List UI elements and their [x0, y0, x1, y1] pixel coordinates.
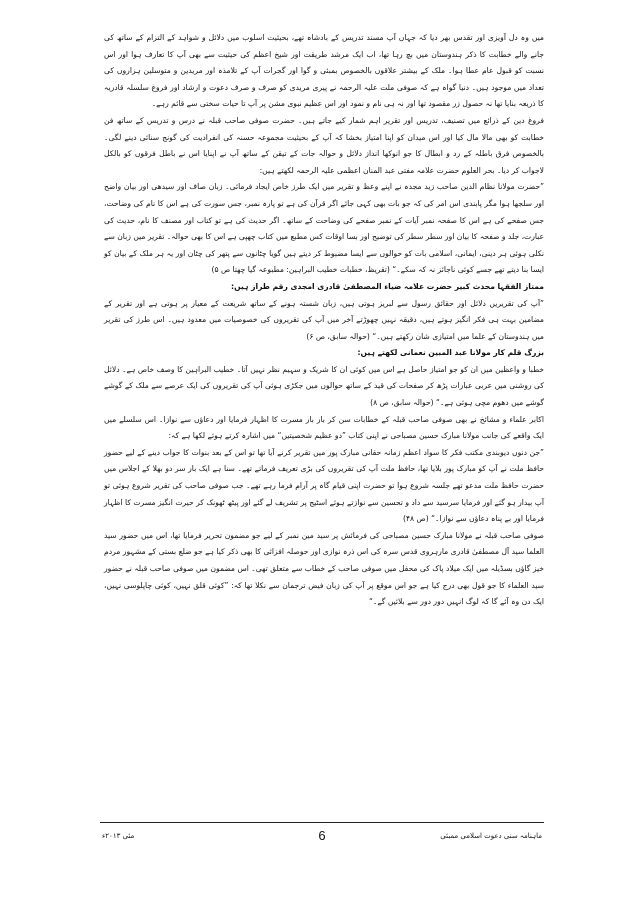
block-quote: ”جن دنوں دیوبندی مکتب فکر کا سواد اعظم زمانہ حقانی مبارک پور میں تقریر کرنے آیا تھا تو اس کے بعد بنوات کا جواب دینے کے لیے حضور حافظ ملت نے آپ کو مبارک پور بلایا تھا، حافظ ملت آپ کی تقریروں کی بڑی تعریف فرماتے تھے۔ سنا ہے ایک بار سر دو بھلا کے اجلاس میں حضرت حافظ ملت مدعو تھے جلسہ شروع ہوا تو حضرت اپنی قیام گاہ پر آرام فرما رہے تھے۔ جب صوفی صاحب کی تقریر شروع ہوئی تو آپ بیدار ہو گئے اور فرمایا سرسید سے داد و تحسین سے نوازتے ہوئے اسٹیج پر تشریف لے گئے اور پیٹھ ٹھونک کر حیرت انگیز مسرت کا اظہار فرمایا اور بے پناہ دعاؤں سے نوازا۔“ (ص ۴۸): [104, 447, 544, 524]
issue-date: مئی ۲۰۱۳ء: [102, 832, 135, 840]
paragraph: میں وہ دل آویزی اور تقدس بھر دیا کہ جہاں آپ مسند تدریس کے بادشاہ تھے، بحیثیت اسلوب میں دلائل و شواہد کے التزام کے ساتھ کی جانے والے خطابت کا ذکر ہندوستان میں بچ رہا تھا، اب ایک مرشد طریقت اور شیخ اعظم کی حیثیت سے بھی آپ کا تعارف ہوا اور اس نسبت کو قبول عام عطا ہوا۔ ملک کے بیشتر علاقوں بالخصوص بمبئی و گوا اور گجرات آپ کے تلامذہ اور مریدین و متوسلین ہزاروں کی تعداد میں موجود ہیں۔ دنیا گواہ ہے کہ صوفی ملت علیہ الرحمہ نے پیری مریدی کو صرف و صرف دعوت و ارشاد اور فروغ سلسلہ قادریہ کا ذریعہ بنایا تھا نہ حصول زر مقصود تھا اور نہ ہی نام و نمود اور اس عظیم نبوی مشن پر آپ تا حیات سختی سے قائم رہے۔: [104, 33, 544, 109]
quote-attribution: بزرگ قلم کار مولانا عبد المبین نعمانی لکھتے ہیں:: [357, 348, 544, 358]
page-footer: [100, 822, 544, 852]
page-number: 6: [318, 828, 326, 843]
article-body: [104, 30, 544, 611]
block-quote: ”حضرت مولانا نظام الدین صاحب زید مجدہ نے اپنے وعظ و تقریر میں ایک طرز خاص ایجاد فرمائی۔ زبان صاف اور سیدھی اور بیان واضح اور سلجھا ہوا مگر پابندی اس امر کی کہ جو بات بھی کہی جائے اگر قرآن کی ہے تو پارہ نمبر، جس سورت کی ہے اس کا نام کی وضاحت، جس صفحے کی ہے اس کا صفحہ نمبر آیات کے نمبر صفحے کی وضاحت کے ساتھ۔ اگر حدیث کی ہے تو کتاب اور مصنف کا نام، حدیث کی عبارت، جلد و صفحہ کا بیان اور سطر سطر کی توضیح اور بسا اوقات کس مطبع میں کتاب چھپی ہے اس کا بھی حوالہ۔ تقریر میں زبان سے نکلی ہوئی ہر دینی، ایمانی، اسلامی بات کو حوالوں سے ایسا مضبوط کر دیتے ہیں گویا چٹانوں سے پتھر کی چٹان اور یہ ہر ملک کے بیان کو ایسا بنا دیتے تھے جسے کوئی ناجائز نہ کہ سکے۔“ (تقریظ، خطبات خطیب البراہین: مطبوعہ گیا چھتا ص ۵): [104, 182, 544, 275]
block-quote: ”آپ کی تقریریں دلائل اور حقائق رسول سے لبریز ہوتی ہیں، زبان شستہ ہونے کے ساتھ شریعت کے معیار پر ہوتی ہے اور تقریر کے مضامین بہت ہی فکر انگیز ہوتے ہیں، دقیقہ نہیں چھوڑتے آخر میں آپ کی تقریروں کی خصوصیات میں معدود ہیں۔ اس طرز کی تقریر میں ہندوستان کے علما میں امتیازی شان رکھتے ہیں۔“ (حوالہ سابق، ص ۶): [104, 298, 544, 341]
paragraph: اکابر علماء و مشائخ نے بھی صوفی صاحب قبلہ کے خطابات سن کر بار بار مسرت کا اظہار فرمایا اور دعاؤں سے نوازا۔ اس سلسلے میں ایک واقعے کی جانب مولانا مبارک حسین مصباحی نے اپنی کتاب ”دو عظیم شخصیتیں“ میں اشارہ کرتے ہوئے لکھا ہے کہ:: [104, 414, 544, 441]
footer-rule: [100, 822, 544, 823]
block-quote: خطبا و واعظین میں ان کو جو امتیاز حاصل ہے اس میں کوئی ان کا شریک و سہیم نظر نہیں آتا۔ خطیب البراہین کا وصف خاص ہے۔ دلائل کی روشنی میں عربی عبارات پڑھ کر صفحات کی قید کے ساتھ حوالوں میں جکڑی ہوئی آپ کی تقریروں کی ایک عرصے سے ملک کے گوشے گوشے میں دھوم مچی ہوئی ہے۔“ (حوالہ سابق، ص ۸): [104, 364, 544, 408]
paragraph: صوفی صاحب قبلہ نے مولانا مبارک حسین مصباحی کی فرمائش پر سید مین نمبر کے لیے جو مضمون تحریر فرمایا تھا، اس میں حضور سید العلما سید آل مصطفیٰ قادری مارہروی قدس سرہ کی اس ذرہ نوازی اور حوصلہ افزائی کا بھی ذکر کیا ہے جو ضلع بستی کے مشہور مردم خیز گاؤں بسڈیلہ میں ایک میلاد پاک کی محفل میں صوفی صاحب کے خطاب سے متعلق تھی۔ اس مضمون میں صوفی صاحب قبلہ نے حضور سید العلماء کا جو قول بھی درج کیا ہے جو اس موقع پر آپ کی زبان فیض ترجمان سے نکلا تھا کہ: ”کوئی قلق نہیں، کوئی چاپلوسی نہیں، ایک دن وہ آئے گا کہ لوگ انہیں دور دور سے بلائیں گے۔“: [104, 530, 544, 607]
paragraph: فروغ دین کے ذرائع میں تصنیف، تدریس اور تقریر اہم شمار کیے جاتے ہیں۔ حضرت صوفی صاحب قبلہ نے درس و تدریس کے ساتھ فن خطابت کو بھی مالا مال کیا اور اس میدان کو اپنا امتیاز بخشا کہ آپ کے بحیثیت مجموعہ حسنہ کی انفرادیت کی گونج سنائی دینے لگی۔ بالخصوص فرق باطلہ کے رد و ابطال کا جو انوکھا انداز دلائل و حوالہ جات کے تیقن کے ساتھ آپ نے اپنایا اس نے باطل فرقوں کو بالکل لاجواب کر دیا۔ بحر العلوم حضرت علامہ مفتی عبد المنان اعظمی علیہ الرحمہ لکھتے ہیں:: [104, 115, 544, 175]
quote-attribution: ممتاز الفقہا محدث کبیر حضرت علامہ ضیاء المصطفیٰ قادری امجدی رقم طراز ہیں:: [231, 281, 544, 291]
magazine-name: ماہنامہ سنی دعوت اسلامی ممبئی: [440, 832, 542, 840]
